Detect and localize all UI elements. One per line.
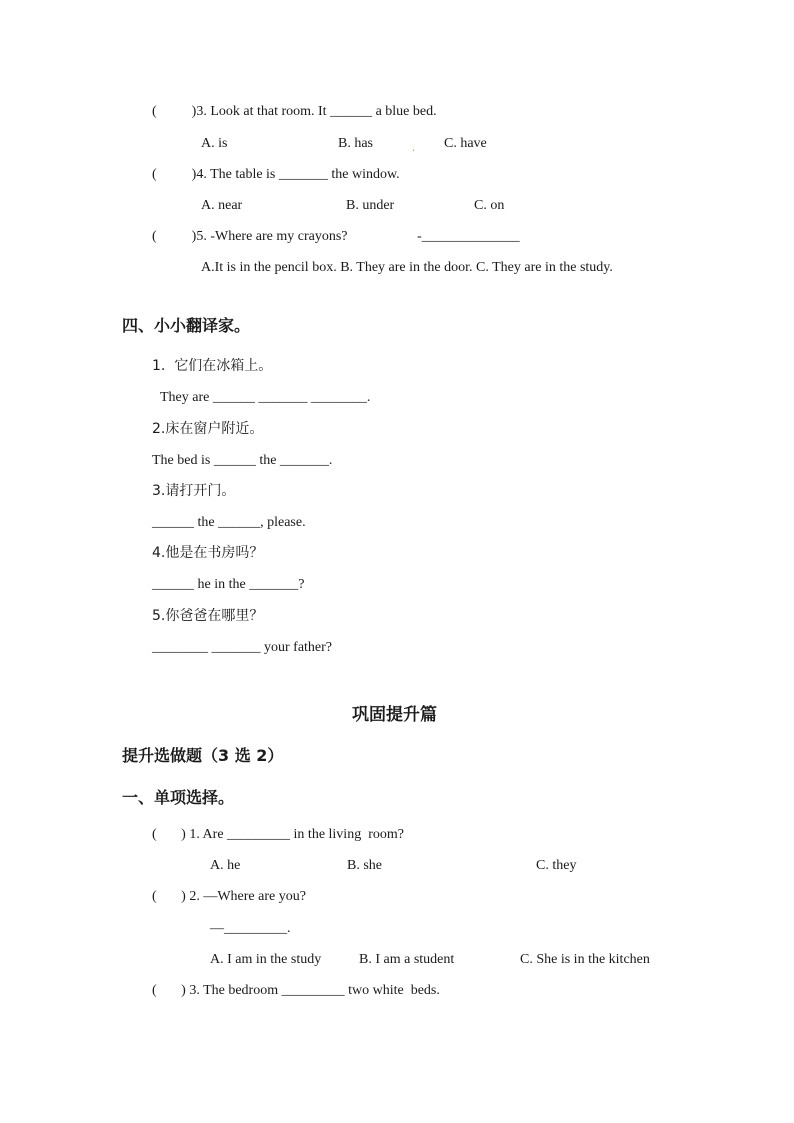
optional-title: 提升选做题（3 选 2） — [122, 746, 284, 765]
q4-option-a: A. near — [201, 198, 243, 213]
q3-option-b: B. has — [338, 136, 373, 151]
translate-3-chinese: 3.请打开门。 — [152, 483, 236, 499]
translate-4-chinese: 4.他是在书房吗？ — [152, 545, 264, 561]
q5-options: A.It is in the pencil box. B. They are in the door. C. They are in the study. — [201, 260, 613, 275]
section-1-title: 一、单项选择。 — [122, 788, 235, 807]
p2-answer-blank: —_________. — [210, 921, 291, 936]
q4-option-c: C. on — [474, 198, 505, 213]
translate-3-english: ______ the ______, please. — [152, 515, 306, 530]
p2-option-b: B. I am a student — [359, 952, 455, 967]
q4-option-b: B. under — [346, 198, 395, 213]
question-3: ( )3. Look at that room. It ______ a blue bed. — [152, 104, 437, 119]
question-5: ( )5. -Where are my crayons? — [152, 229, 348, 244]
translate-4-english: ______ he in the _______? — [152, 577, 305, 592]
p1-option-c: C. they — [536, 858, 577, 873]
stray-dot: . — [412, 140, 415, 154]
practice-question-1: ( ) 1. Are _________ in the living room? — [152, 827, 404, 842]
q3-option-c: C. have — [444, 136, 487, 151]
question-4: ( )4. The table is _______ the window. — [152, 167, 400, 182]
q5-answer-blank: -______________ — [417, 229, 520, 244]
translate-5-english: ________ _______ your father? — [152, 640, 333, 655]
part-title: 巩固提升篇 — [352, 705, 437, 725]
translate-2-english: The bed is ______ the _______. — [152, 453, 333, 468]
translate-2-chinese: 2.床在窗户附近。 — [152, 421, 264, 437]
practice-question-2: ( ) 2. —Where are you? — [152, 889, 306, 904]
translate-1-english: They are ______ _______ ________. — [160, 390, 371, 405]
translate-1-chinese: 1. 它们在冰箱上。 — [152, 358, 273, 374]
q3-option-a: A. is — [201, 136, 228, 151]
p1-option-b: B. she — [347, 858, 382, 873]
p2-option-a: A. I am in the study — [210, 952, 322, 967]
section-4-title: 四、小小翻译家。 — [122, 316, 251, 335]
practice-question-3: ( ) 3. The bedroom _________ two white beds. — [152, 983, 440, 998]
translate-5-chinese: 5.你爸爸在哪里？ — [152, 608, 264, 624]
p1-option-a: A. he — [210, 858, 241, 873]
p2-option-c: C. She is in the kitchen — [520, 952, 650, 967]
